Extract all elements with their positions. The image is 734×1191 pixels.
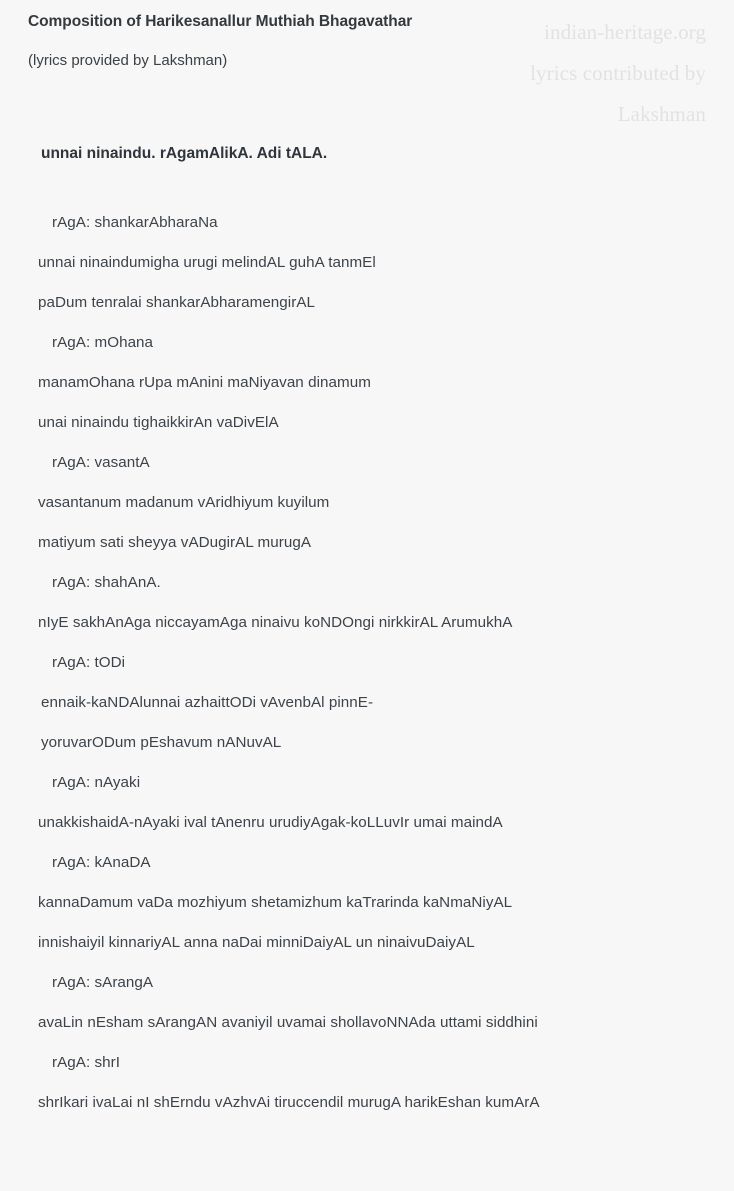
lyric-line: vasantanum madanum vAridhiyum kuyilum — [38, 494, 330, 511]
lyric-line: innishaiyil kinnariyAL anna naDai minniDaiyAL un ninaivuDaiyAL — [38, 934, 475, 951]
lyric-line: avaLin nEsham sArangAN avaniyil uvamai shollavoNNAda uttami siddhini — [38, 1014, 538, 1031]
raga-label-line: rAgA: nAyaki — [52, 774, 141, 791]
watermark-block — [406, 12, 706, 135]
lyric-line: matiyum sati sheyya vADugirAL murugA — [38, 534, 312, 551]
lyric-line: unnai ninaindumigha urugi melindAL guhA tanmEl — [38, 254, 376, 271]
raga-label-line: rAgA: shahAnA. — [52, 574, 161, 591]
lyric-line: manamOhana rUpa mAnini maNiyavan dinamum — [38, 374, 371, 391]
raga-label-line: rAgA: kAnaDA — [52, 854, 151, 871]
page-title: Composition of Harikesanallur Muthiah Bhagavathar — [28, 13, 413, 30]
raga-label-line: rAgA: shrI — [52, 1054, 121, 1071]
raga-label-line: rAgA: sArangA — [52, 974, 154, 991]
lyric-line: ennaik-kaNDAlunnai azhaittODi vAvenbAl pinnE- — [41, 694, 374, 711]
raga-label-line: rAgA: tODi — [52, 654, 126, 671]
watermark-line-site: indian-heritage.org — [544, 20, 706, 44]
lyric-line: yoruvarODum pEshavum nANuvAL — [41, 734, 282, 751]
lyric-line: shrIkari ivaLai nI shErndu vAzhvAi tiruccendil murugA harikEshan kumArA — [38, 1094, 540, 1111]
song-heading: unnai ninaindu. rAgamAlikA. Adi tALA. — [41, 145, 328, 162]
raga-label-line: rAgA: mOhana — [52, 334, 154, 351]
lyric-line: unakkishaidA-nAyaki ival tAnenru urudiyAgak-koLLuvIr umai maindA — [38, 814, 503, 831]
watermark-line-credit: lyrics contributed by — [530, 61, 706, 85]
lyric-line: nIyE sakhAnAga niccayamAga ninaivu koNDOngi nirkkirAL ArumukhA — [38, 614, 513, 631]
page-subtitle: (lyrics provided by Lakshman) — [28, 52, 228, 69]
raga-label-line: rAgA: vasantA — [52, 454, 150, 471]
lyric-line: kannaDamum vaDa mozhiyum shetamizhum kaTrarinda kaNmaNiyAL — [38, 894, 513, 911]
watermark-line-contributor: Lakshman — [617, 102, 706, 126]
lyric-line: unai ninaindu tighaikkirAn vaDivElA — [38, 414, 279, 431]
lyric-line: paDum tenralai shankarAbharamengirAL — [38, 294, 316, 311]
raga-label-line: rAgA: shankarAbharaNa — [52, 214, 218, 231]
lyrics-container — [0, 203, 734, 1123]
